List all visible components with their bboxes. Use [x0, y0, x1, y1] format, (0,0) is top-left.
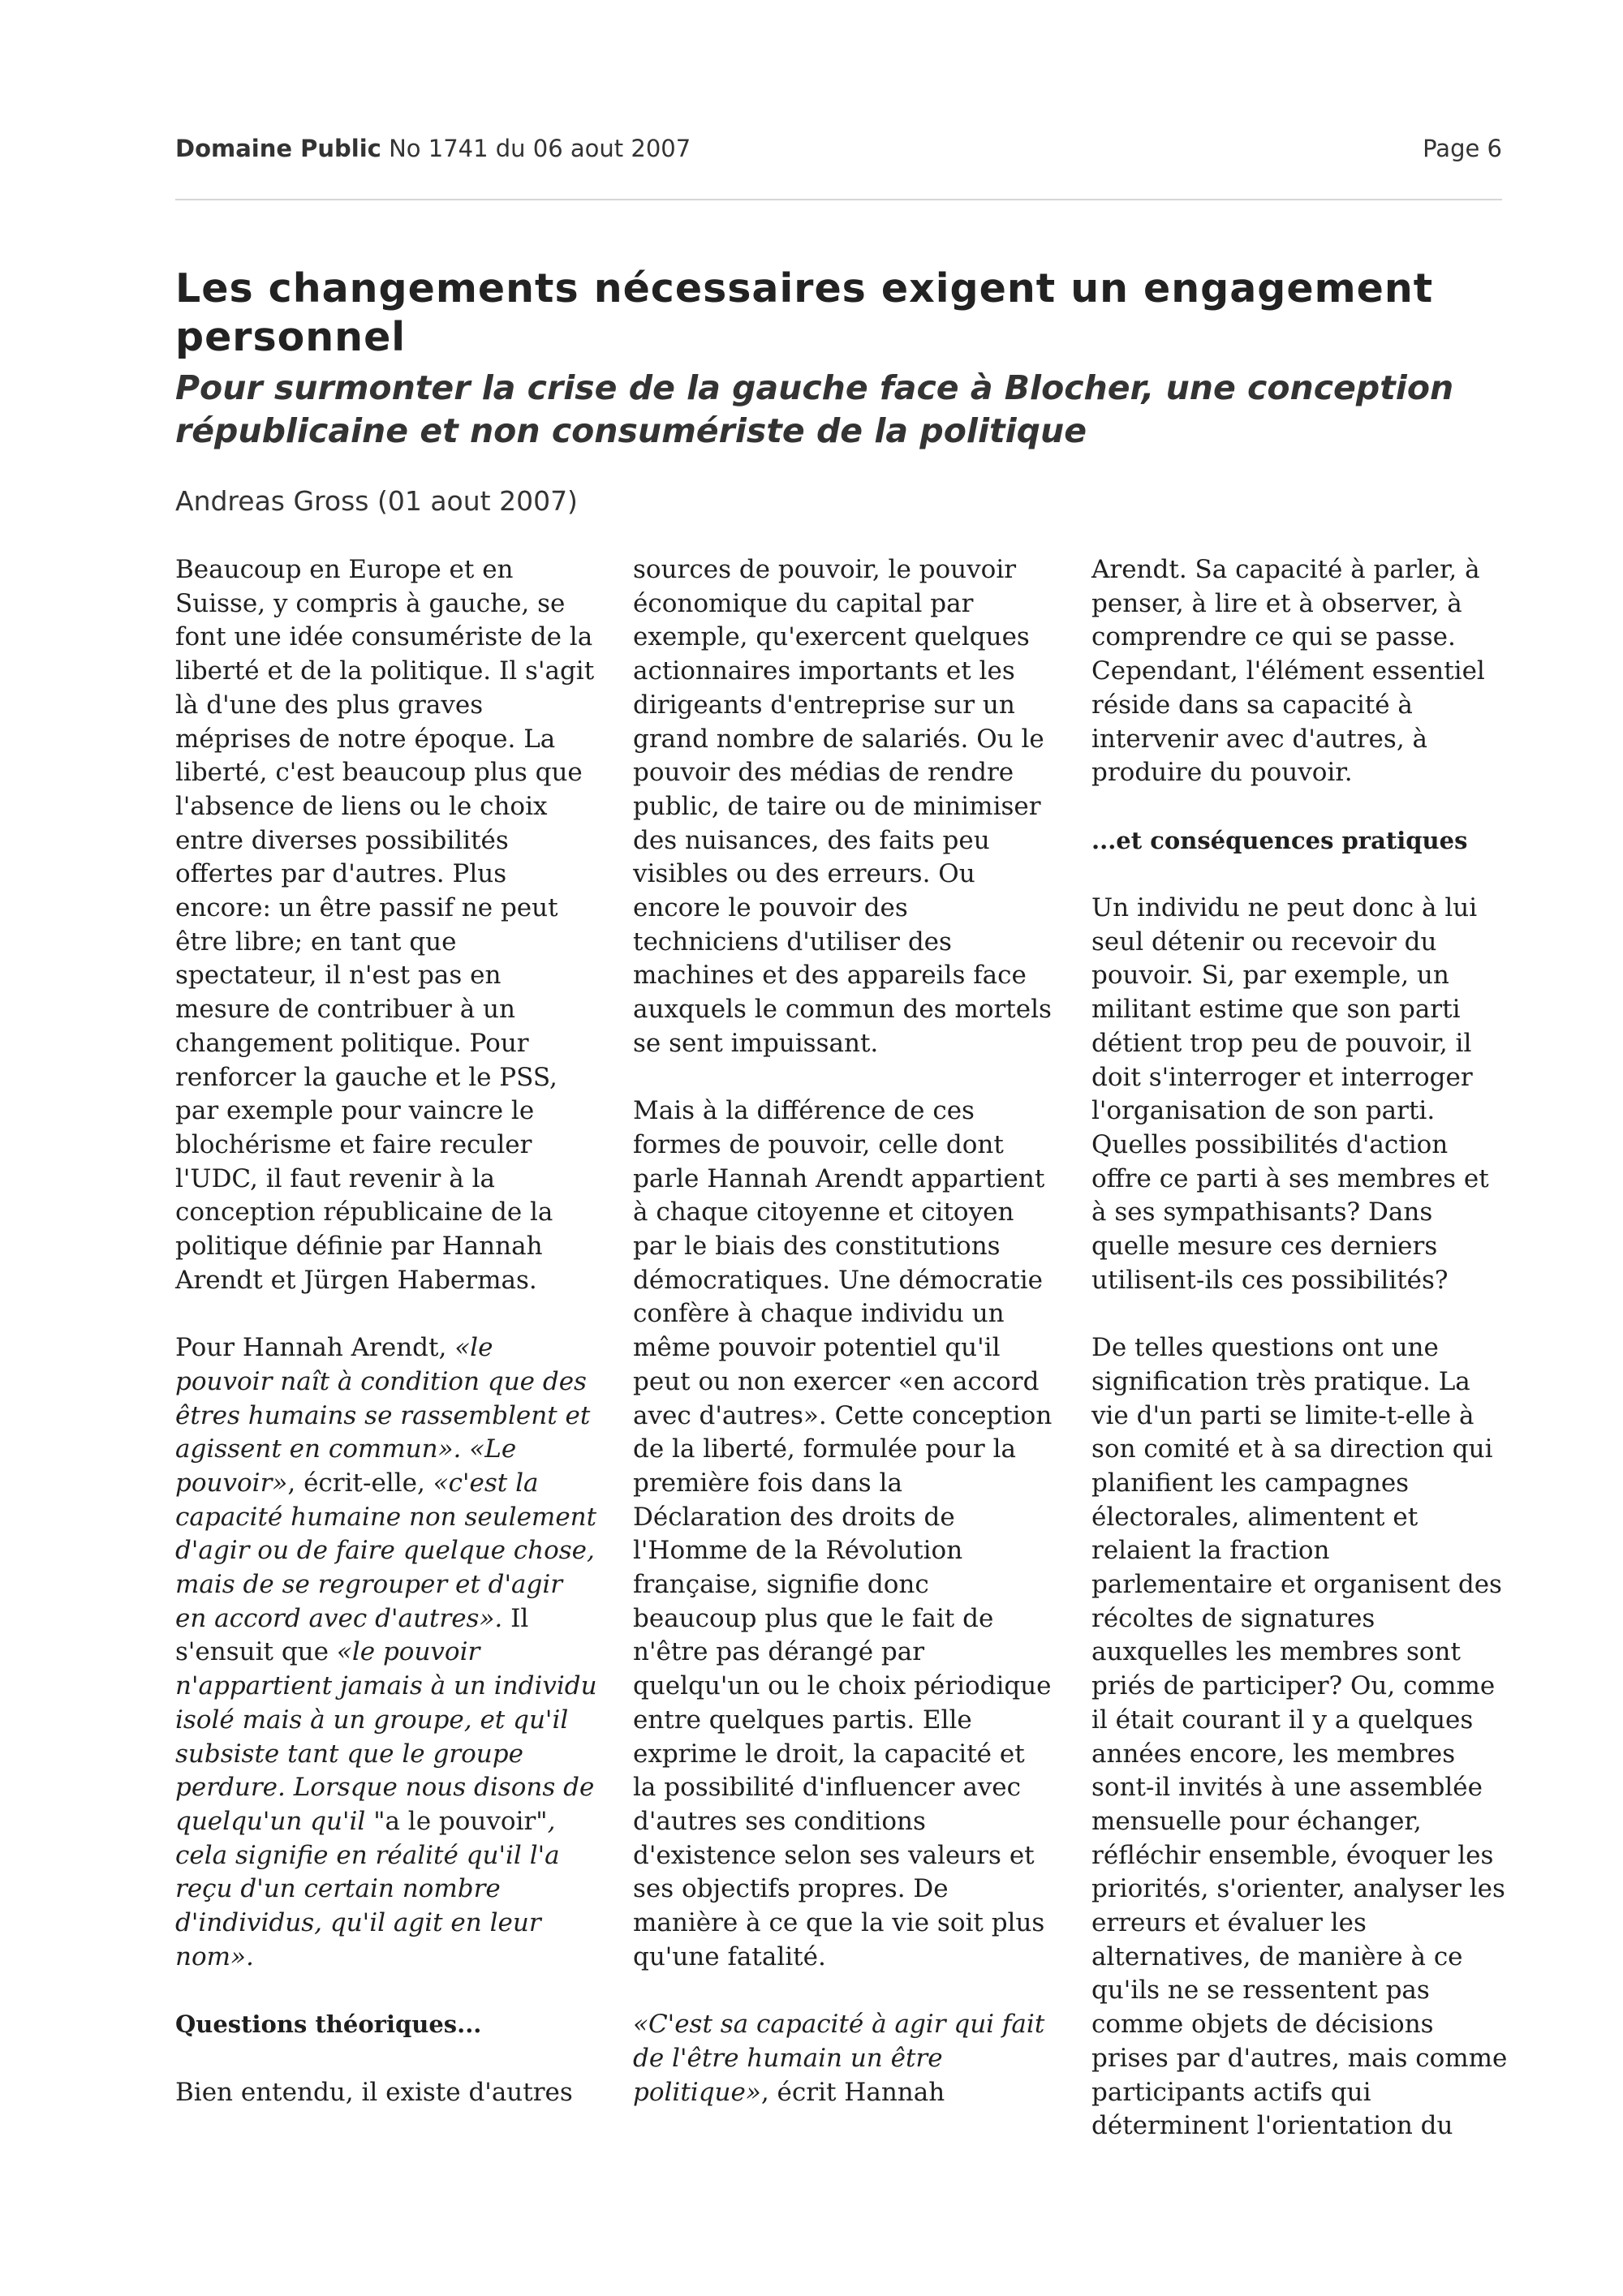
paragraph: Arendt. Sa capacité à parler, à penser, à lire et à observer, à comprendre ce qui se passe. Cependant, l'élément essentiel réside dans sa capacité à intervenir avec d'autres, à produire du pouvoir.	[1091, 555, 1485, 788]
column-1	[175, 553, 597, 2143]
paragraph: De telles questions ont une signification très pratique. La vie d'un parti se limite-t-elle à son comité et à sa direction qui planifient les campagnes électorales, alimentent et relaient la fraction parlementaire et organisent des récoltes de signatures auxquelles les membres sont priés de participer? Ou, comme il était courant il y a quelques années encore, les membres sont-il invités à une assemblée mensuelle pour échanger, réfléchir ensemble, évoquer les priorités, s'orienter, analyser les erreurs et évaluer les alternatives, de manière à ce qu'ils ne se ressentent pas comme objets de décisions prises par d'autres, mais comme participants actifs qui déterminent l'orientation du	[1091, 1333, 1508, 2141]
quote-run: «le pouvoir naît à condition que des êtres humains se rassemblent et agissent en commun». «Le pouvoir»	[175, 1333, 591, 1498]
paragraph: Beaucoup en Europe et en Suisse, y compris à gauche, se font une idée consumériste de la liberté et de la politique. Il s'agit là d'une des plus graves méprises de notre époque. La liberté, c'est beaucoup plus que l'absence de liens ou le choix entre diverses possibilités offertes par d'autres. Plus encore: un être passif ne peut être libre; en tant que spectateur, il n'est pas en mesure de contribuer à un changement politique. Pour renforcer la gauche et le PSS, par exemple pour vaincre le blochérisme et faire reculer l'UDC, il faut revenir à la conception républicaine de la politique définie par Hannah Arendt et Jürgen Habermas.	[175, 555, 595, 1295]
article-title: Les changements nécessaires exigent un engagement personnel	[175, 265, 1434, 360]
issue-info: No 1741 du 06 aout 2007	[389, 135, 691, 162]
page-header	[175, 135, 1502, 167]
paragraph: sources de pouvoir, le pouvoir économique du capital par exemple, qu'exercent quelques actionnaires importants et les dirigeants d'entreprise sur un grand nombre de salariés. Ou le pouvoir des médias de rendre public, de taire ou de minimiser des nuisances, des faits peu visibles ou des erreurs. Ou encore le pouvoir des techniciens d'utiliser des machines et des appareils face auxquels le commun des mortels se sent impuissant.	[633, 555, 1052, 1058]
text-run: , écrit-elle,	[287, 1468, 433, 1498]
quote-run: «C'est sa capacité à agir qui fait de l'être humain un être politique»	[633, 2010, 1045, 2107]
quote-run: , cela signifie en réalité qu'il l'a reçu d'un certain nombre d'individus, qu'il agit en leur nom».	[175, 1807, 560, 1971]
paragraph: Bien entendu, il existe d'autres	[175, 2077, 573, 2107]
section-heading: Questions théoriques...	[175, 2010, 482, 2039]
paragraph: Un individu ne peut donc à lui seul détenir ou recevoir du pouvoir. Si, par exemple, un militant estime que son parti détient trop peu de pouvoir, il doit s'interroger et interroger l'organisation de son parti. Quelles possibilités d'action offre ce parti à ses membres et à ses sympathisants? Dans quelle mesure ces derniers utilisent-ils ces possibilités?	[1091, 893, 1489, 1295]
article-subtitle: Pour surmonter la crise de la gauche face à Blocher, une conception républicaine et non consumériste de la politique	[175, 368, 1454, 450]
page-number: Page 6	[1423, 135, 1502, 162]
paragraph-quote	[175, 1331, 597, 1974]
column-2	[633, 553, 1055, 2143]
text-run: , écrit Hannah	[760, 2077, 945, 2107]
text-run: Pour Hannah Arendt,	[175, 1333, 455, 1363]
publication-name: Domaine Public	[175, 135, 381, 162]
header-divider	[175, 199, 1502, 200]
quote-run: «c'est la capacité humaine non seulement d'agir ou de faire quelque chose, mais de se regrouper et d'agir en accord avec d'autres».	[175, 1468, 597, 1633]
paragraph-quote	[633, 2008, 1055, 2109]
text-run: "a le pouvoir"	[373, 1807, 548, 1836]
article-author: Andreas Gross (01 aout 2007)	[175, 485, 578, 517]
paragraph: Mais à la différence de ces formes de pouvoir, celle dont parle Hannah Arendt appartient à chaque citoyenne et citoyen par le biais des constitutions démocratiques. Une démocratie confère à chaque individu un même pouvoir potentiel qu'il peut ou non exercer «en accord avec d'autres». Cette conception de la liberté, formulée pour la première fois dans la Déclaration des droits de l'Homme de la Révolution française, signifie donc beaucoup plus que le fait de n'être pas dérangé par quelqu'un ou le choix périodique entre quelques partis. Elle exprime le droit, la capacité et la possibilité d'influencer avec d'autres ses conditions d'existence selon ses valeurs et ses objectifs propres. De manière à ce que la vie soit plus qu'une fatalité.	[633, 1096, 1053, 1971]
section-heading: ...et conséquences pratiques	[1091, 826, 1468, 854]
quote-run: «le pouvoir n'appartient jamais à un individu isolé mais à un groupe, et qu'il subsiste tant que le groupe perdure. Lorsque nous disons de quelqu'un qu'il	[175, 1637, 597, 1836]
column-3	[1091, 553, 1509, 2178]
text-run: Il s'ensuit que	[175, 1603, 529, 1667]
